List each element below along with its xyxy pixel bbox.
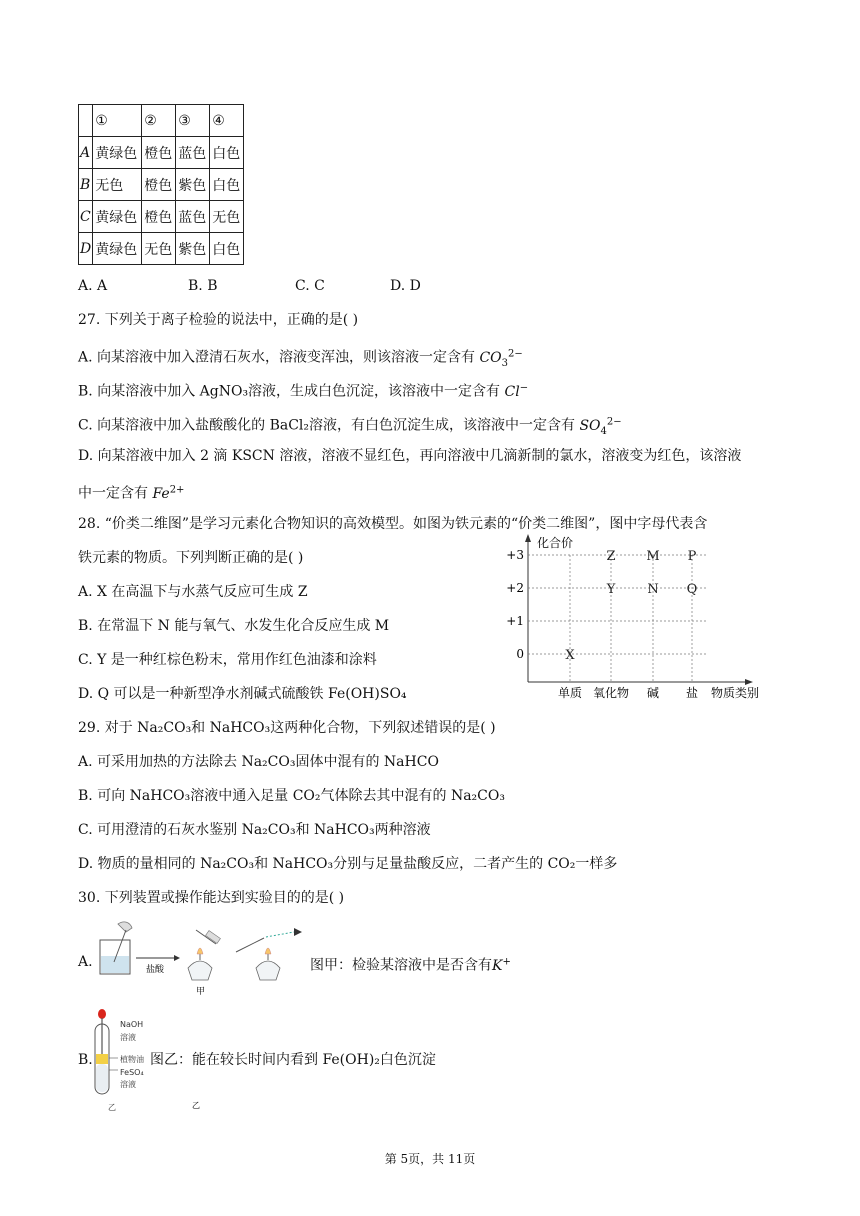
y-tick-label: 0 <box>516 647 524 661</box>
x-tick-label: 单质 <box>557 686 583 700</box>
fig-yi-label: 乙 <box>192 1101 200 1110</box>
table-cell: C <box>79 201 93 233</box>
option-a[interactable]: A. A <box>78 278 108 294</box>
table-row <box>79 233 244 265</box>
q27-option-a-text: A. 向某溶液中加入澄清石灰水，溶液变浑浊，则该溶液一定含有 <box>78 349 476 366</box>
page-footer: 第 5页，共 11页 <box>384 1152 476 1166</box>
answer-table <box>78 104 244 265</box>
table-header-cell: ③ <box>176 105 210 137</box>
q29-option-a[interactable]: A. 可采用加热的方法除去 Na₂CO₃固体中混有的 NaHCO <box>78 754 439 770</box>
point-x: X <box>565 648 575 663</box>
table-cell: 蓝色 <box>176 201 210 233</box>
point-y: Y <box>606 582 616 597</box>
table-cell: 黄绿色 <box>93 137 142 169</box>
table-cell: 无色 <box>142 233 176 265</box>
q27-option-d-line1[interactable]: D. 向某溶液中加入 2 滴 KSCN 溶液，溶液不显红色，再向溶液中几滴新制的氯水，溶液变为红色，该溶液 <box>78 448 742 464</box>
option-d[interactable]: D. D <box>390 278 421 294</box>
x-axis-label: 物质类别 <box>711 686 760 700</box>
x-tick-label: 碱 <box>646 686 660 700</box>
q28-option-c[interactable]: C. Y 是一种红棕色粉末，常用作红色油漆和涂料 <box>78 652 377 668</box>
point-z: Z <box>606 549 616 564</box>
q27-option-b[interactable]: B. 向某溶液中加入 AgNO₃溶液，生成白色沉淀，该溶液中一定含有 Cl− <box>78 382 529 400</box>
point-p: P <box>687 549 697 564</box>
q27-option-d-text: 中一定含有 <box>78 485 148 502</box>
q28-stem-line1: 28. “价类二维图”是学习元素化合物知识的高效模型。如图为铁元素的“价类二维图”，图中字母代表含 <box>78 516 708 532</box>
table-cell: 无色 <box>93 169 142 201</box>
table-cell: 白色 <box>210 233 244 265</box>
fig-yi-caption: 乙 <box>108 1103 116 1112</box>
table-header-cell: ① <box>93 105 142 137</box>
table-header-cell <box>79 105 93 137</box>
q27-option-c-text: C. 向某溶液中加入盐酸酸化的 BaCl₂溶液，有白色沉淀生成，该溶液中一定含有 <box>78 417 575 434</box>
y-axis-arrow <box>525 534 531 542</box>
hcl-label: 盐酸 <box>146 965 165 975</box>
table-row <box>79 201 244 233</box>
x-axis-arrow <box>745 679 753 685</box>
x-tick-label: 盐 <box>685 686 699 700</box>
q30-option-b-label[interactable]: B. <box>78 1052 93 1068</box>
q30-option-a-text-content: 图甲：检验某溶液中是否含有 <box>310 957 492 974</box>
point-m: M <box>646 549 660 564</box>
option-b[interactable]: B. B <box>188 278 218 294</box>
table-cell: 黄绿色 <box>93 201 142 233</box>
table-cell: 白色 <box>210 137 244 169</box>
table-cell: 紫色 <box>176 169 210 201</box>
table-cell: 橙色 <box>142 137 176 169</box>
y-tick-label: +2 <box>506 581 524 595</box>
point-n: N <box>647 582 659 597</box>
y-axis-label: 化合价 <box>537 536 574 550</box>
q28-option-b[interactable]: B. 在常温下 N 能与氧气、水发生化合反应生成 M <box>78 618 390 634</box>
q29-option-c[interactable]: C. 可用澄清的石灰水鉴别 Na₂CO₃和 NaHCO₃两种溶液 <box>78 822 431 838</box>
table-cell: 橙色 <box>142 201 176 233</box>
valence-class-chart <box>495 532 785 704</box>
table-header-row <box>79 105 244 137</box>
q28-option-d[interactable]: D. Q 可以是一种新型净水剂碱式硫酸铁 Fe(OH)SO₄ <box>78 686 407 702</box>
table-row <box>79 137 244 169</box>
flame-test-illustration <box>96 918 308 996</box>
q27-stem: 27. 下列关于离子检验的说法中，正确的是( ) <box>78 312 359 328</box>
option-c[interactable]: C. C <box>295 278 325 294</box>
q29-option-d[interactable]: D. 物质的量相同的 Na₂CO₃和 NaHCO₃分别与足量盐酸反应，二者产生的 CO₂一样多 <box>78 856 618 872</box>
table-cell: D <box>79 233 93 265</box>
q30-stem: 30. 下列装置或操作能达到实验目的的是( ) <box>78 890 345 906</box>
table-cell: B <box>79 169 93 201</box>
q30-option-a-label[interactable]: A. <box>78 954 93 970</box>
q30-option-b-text[interactable]: 图乙：能在较长时间内看到 Fe(OH)₂白色沉淀 <box>150 1052 436 1068</box>
naoh-label: NaOH <box>120 1020 144 1029</box>
q27-option-b-text: B. 向某溶液中加入 AgNO₃溶液，生成白色沉淀，该溶液中一定含有 <box>78 383 501 400</box>
x-tick-label: 氧化物 <box>592 686 630 700</box>
feso4-label: FeSO₄ <box>120 1068 144 1077</box>
oil-label: 植物油 <box>120 1055 144 1064</box>
y-tick-label: +3 <box>506 548 524 562</box>
q28-stem-line2: 铁元素的物质。下列判断正确的是( ) <box>78 550 304 566</box>
q27-option-a[interactable]: A. 向某溶液中加入澄清石灰水，溶液变浑浊，则该溶液一定含有 $CO_3^{2-}$ <box>78 348 523 369</box>
table-cell: A <box>79 137 93 169</box>
table-header-cell: ④ <box>210 105 244 137</box>
q27-option-c[interactable]: C. 向某溶液中加入盐酸酸化的 BaCl₂溶液，有白色沉淀生成，该溶液中一定含有 $SO_4^{2-}$ <box>78 416 622 437</box>
table-row <box>79 169 244 201</box>
table-cell: 无色 <box>210 201 244 233</box>
q27-option-d-line2[interactable]: 中一定含有 $Fe^{2+}$ <box>78 484 185 502</box>
table-header-cell: ② <box>142 105 176 137</box>
q29-stem: 29. 对于 Na₂CO₃和 NaHCO₃这两种化合物，下列叙述错误的是( ) <box>78 720 496 736</box>
table-cell: 蓝色 <box>176 137 210 169</box>
table-cell: 黄绿色 <box>93 233 142 265</box>
table-cell: 白色 <box>210 169 244 201</box>
fig-jia-label: 甲 <box>196 987 206 997</box>
q29-option-b[interactable]: B. 可向 NaHCO₃溶液中通入足量 CO₂气体除去其中混有的 Na₂CO₃ <box>78 788 505 804</box>
table-cell: 紫色 <box>176 233 210 265</box>
q30-option-a-text[interactable]: 图甲：检验某溶液中是否含有K+ <box>310 956 511 974</box>
table-cell: 橙色 <box>142 169 176 201</box>
y-tick-label: +1 <box>506 614 524 628</box>
naoh-solution-label: 溶液 <box>120 1033 136 1042</box>
feso4-solution-label: 溶液 <box>120 1080 136 1089</box>
q28-option-a[interactable]: A. X 在高温下与水蒸气反应可生成 Z <box>78 584 308 600</box>
point-q: Q <box>686 582 698 597</box>
